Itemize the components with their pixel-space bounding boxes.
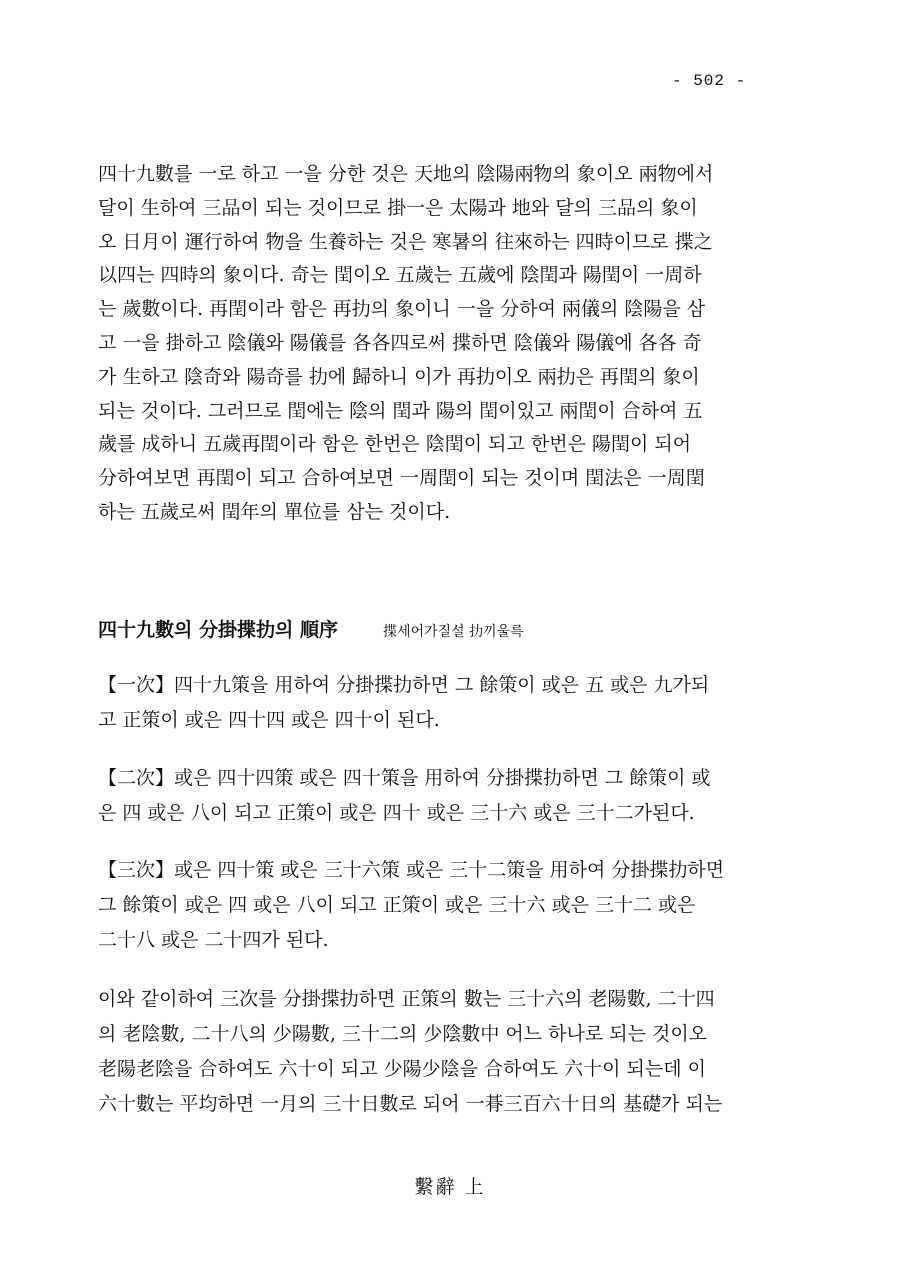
section-title: 四十九數의 分掛揲扐의 順序 — [98, 619, 338, 641]
section-note: 揲세어가질설 扐끼울륵 — [383, 624, 524, 640]
step-second — [98, 761, 758, 831]
paragraph-1 — [98, 158, 758, 530]
text-line: 이와 같이하여 三次를 分掛揲扐하면 正策의 數는 三十六의 老陽數, 二十四 — [98, 988, 715, 1010]
text-line: 은 四 或은 八이 되고 正策이 或은 四十 或은 三十六 或은 三十二가된다. — [98, 802, 695, 824]
text-line: 의 老陰數, 二十八의 少陽數, 三十二의 少陰數中 어느 하나로 되는 것이오 — [98, 1023, 708, 1045]
text-line: 가 生하고 陰奇와 陽奇를 扐에 歸하니 이가 再扐이오 兩扐은 再閏의 象이 — [98, 365, 700, 388]
step-first — [98, 668, 758, 738]
step-third — [98, 853, 758, 958]
text-line: 그 餘策이 或은 四 或은 八이 되고 正策이 或은 三十六 或은 三十二 或은 — [98, 894, 696, 916]
text-line: 分하여보면 再閏이 되고 合하여보면 一周閏이 되는 것이며 閏法은 一周閏 — [98, 467, 705, 490]
text-line: 【一次】四十九策을 用하여 分掛揲扐하면 그 餘策이 或은 五 或은 九가되 — [98, 674, 710, 696]
text-line: 하는 五歲로써 閏年의 單位를 삼는 것이다. — [98, 500, 451, 523]
text-line: 오 日月이 運行하여 物을 生養하는 것은 寒暑의 往來하는 四時이므로 揲之 — [98, 230, 713, 253]
section-heading — [98, 615, 758, 642]
text-line: 【三次】或은 四十策 或은 三十六策 或은 三十二策을 用하여 分掛揲扐하면 — [98, 859, 725, 881]
text-line: 는 歲數이다. 再閏이라 함은 再扐의 象이니 一을 分하여 兩儀의 陰陽을 삼 — [98, 298, 706, 321]
text-line: 고 一을 掛하고 陰儀와 陽儀를 各各四로써 揲하면 陰儀와 陽儀에 各各 奇 — [98, 331, 702, 354]
text-line: 【二次】或은 四十四策 或은 四十策을 用하여 分掛揲扐하면 그 餘策이 或 — [98, 767, 711, 789]
text-line: 六十數는 平均하면 一月의 三十日數로 되어 一朞三百六十日의 基礎가 되는 — [98, 1093, 723, 1115]
text-line: 歲를 成하니 五歲再閏이라 함은 한번은 陰閏이 되고 한번은 陽閏이 되어 — [98, 433, 692, 456]
paragraph-2 — [98, 982, 758, 1122]
text-line: 二十八 或은 二十四가 된다. — [98, 929, 329, 951]
text-line: 되는 것이다. 그러므로 閏에는 陰의 閏과 陽의 閏이있고 兩閏이 合하여 五 — [98, 399, 703, 422]
text-line: 고 正策이 或은 四十四 或은 四十이 된다. — [98, 709, 440, 731]
page-footer: 繫辭 上 — [414, 1176, 486, 1198]
text-line: 以四는 四時의 象이다. 奇는 閏이오 五歲는 五歲에 陰閏과 陽閏이 一周하 — [98, 264, 702, 287]
text-line: 달이 生하여 三品이 되는 것이므로 掛一은 太陽과 地와 달의 三品의 象이 — [98, 196, 698, 219]
text-line: 四十九數를 一로 하고 一을 分한 것은 天地의 陰陽兩物의 象이오 兩物에서 — [98, 163, 714, 185]
page-number: - 502 - — [672, 72, 747, 90]
text-line: 老陽老陰을 合하여도 六十이 되고 少陽少陰을 合하여도 六十이 되는데 이 — [98, 1058, 706, 1080]
